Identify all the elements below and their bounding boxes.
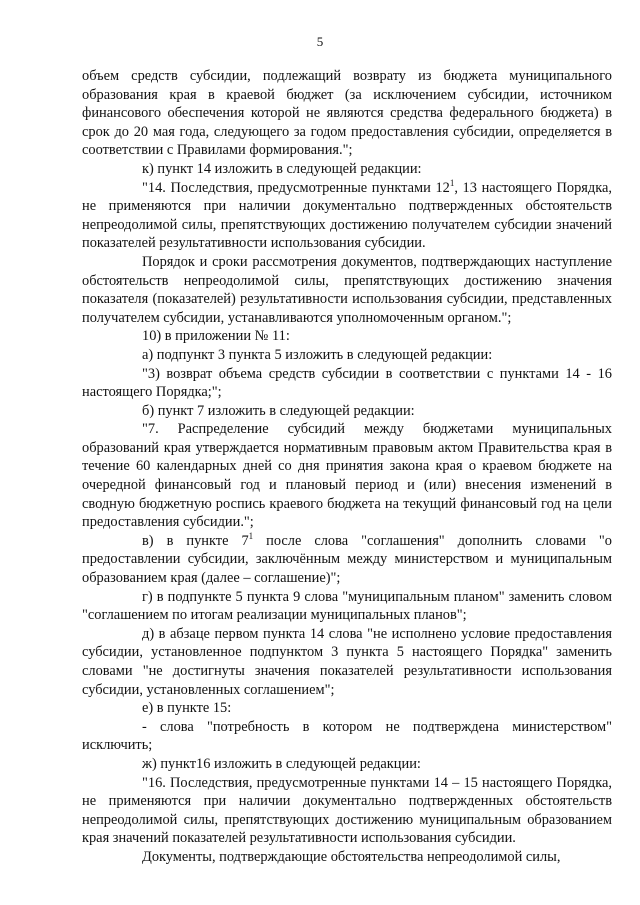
text-run: б) пункт 7 изложить в следующей редакции: xyxy=(142,402,415,419)
paragraph xyxy=(82,365,612,402)
text-run: в) в пункте 7 xyxy=(142,532,249,549)
paragraph xyxy=(82,774,612,848)
text-run: Порядок и сроки рассмотрения документов, подтверждающих наступление обстоятельств непреодолимой силы, препятствующих достижению значения показателя (показателей) результативности использования субсидии, представленных получателем субсидии, устанавливаются уполномоченным органом."; xyxy=(82,253,612,326)
text-run: д) в абзаце первом пункта 14 слова "не исполнено условие предоставления субсидии, установленное подпунктом 3 пункта 5 настоящего Порядка" заменить словами "не достигнуты значения показателей результативности использования субсидии, установленных соглашением"; xyxy=(82,625,612,698)
page-number: 5 xyxy=(316,34,324,49)
text-run: г) в подпункте 5 пункта 9 слова "муниципальным планом" заменить словом "соглашением по итогам реализации муниципальных планов"; xyxy=(82,588,612,624)
text-run: после слова "соглашения" дополнить словами "о предоставлении субсидии, заключённым между министерством и муниципальным образованием края (далее – соглашение)"; xyxy=(82,532,612,587)
superscript: 1 xyxy=(449,177,455,188)
paragraph xyxy=(82,588,612,625)
text-run: "7. Распределение субсидий между бюджетами муниципальных образований края утверждается нормативным правовым актом Правительства края в течение 60 календарных дней со дня принятия закона края о краевом бюджете на очередной финансовый год и плановый период и (или) внесения изменений в сводную бюджетную роспись краевого бюджета на текущий финансовый год на цели предоставления субсидии."; xyxy=(82,421,612,531)
text-run: - слова "потребность в котором не подтверждена министерством" исключить; xyxy=(82,718,612,754)
paragraph xyxy=(82,346,612,365)
paragraph xyxy=(82,848,612,867)
document-body xyxy=(82,67,612,867)
text-run: 10) в приложении № 11: xyxy=(142,328,290,345)
paragraph xyxy=(82,755,612,774)
text-run: е) в пункте 15: xyxy=(142,700,232,717)
paragraph xyxy=(82,699,612,718)
paragraph xyxy=(82,253,612,327)
paragraph xyxy=(82,67,612,160)
paragraph xyxy=(82,420,612,532)
paragraph xyxy=(82,625,612,699)
text-run: объем средств субсидии, подлежащий возврату из бюджета муниципального образования края в краевой бюджет (за исключением субсидии, источником финансового обеспечения которой не являются средства федерального бюджета) в срок до 20 мая года, следующего за годом предоставления субсидии, определяется в соответствии с Правилами формирования."; xyxy=(82,68,612,159)
text-run: "14. Последствия, предусмотренные пунктами 12 xyxy=(142,179,450,196)
text-run: Документы, подтверждающие обстоятельства непреодолимой силы, xyxy=(142,848,561,865)
text-run: "3) возврат объема средств субсидии в соответствии с пунктами 14 - 16 настоящего Порядка;"; xyxy=(82,365,612,401)
paragraph xyxy=(82,179,612,253)
paragraph xyxy=(82,327,612,346)
paragraph xyxy=(82,402,612,421)
text-run: ж) пункт16 изложить в следующей редакции: xyxy=(142,755,421,772)
text-run: , 13 настоящего Порядка, не применяются при наличии документально подтвержденных обстоятельств непреодолимой силы, препятствующих достижению получателем субсидии значений показателей результативности использования субсидии. xyxy=(82,179,612,252)
text-run: к) пункт 14 изложить в следующей редакции: xyxy=(142,160,422,177)
paragraph xyxy=(82,718,612,755)
paragraph xyxy=(82,532,612,588)
paragraph xyxy=(82,160,612,179)
text-run: "16. Последствия, предусмотренные пунктами 14 – 15 настоящего Порядка, не применяются при наличии документально подтвержденных обстоятельств непреодолимой силы, препятствующих достижению муниципальным образованием края значений показателей результативности использования субсидии. xyxy=(82,774,612,847)
superscript: 1 xyxy=(248,531,254,542)
text-run: а) подпункт 3 пункта 5 изложить в следующей редакции: xyxy=(142,346,493,363)
